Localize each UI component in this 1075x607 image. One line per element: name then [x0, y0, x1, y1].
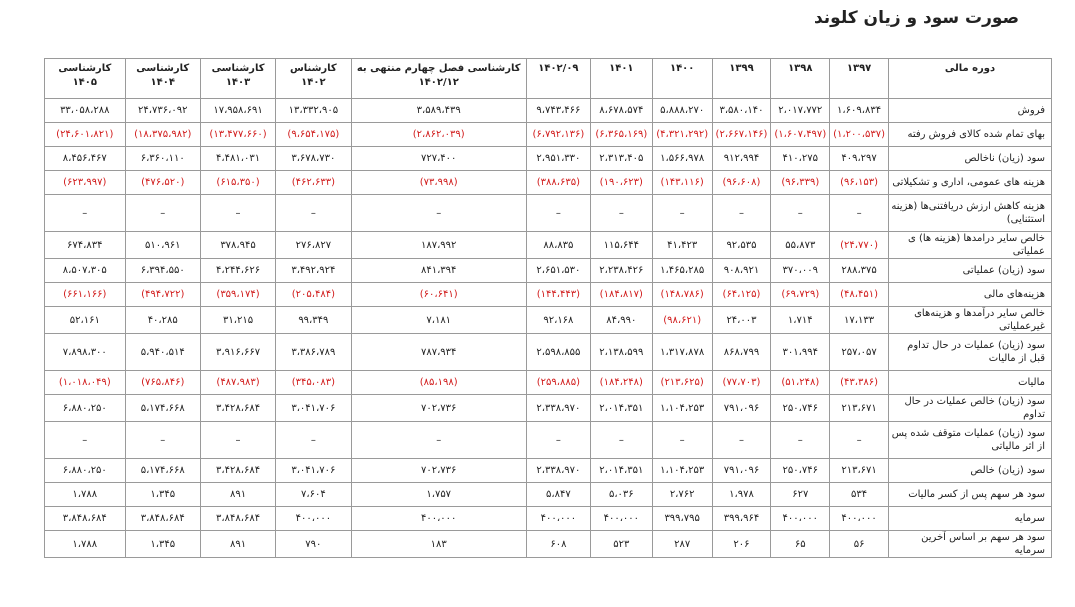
table-cell: ۴۰۹،۲۹۷	[830, 147, 889, 171]
table-cell: –	[830, 195, 889, 232]
table-cell: ۷،۱۸۱	[351, 307, 526, 334]
table-row	[45, 147, 1052, 171]
table-cell: –	[351, 422, 526, 459]
table-cell: (۹۶،۶۰۸)	[712, 171, 771, 195]
table-cell: ۲،۳۳۸،۹۷۰	[526, 459, 590, 483]
table-cell: ۴۰۰،۰۰۰	[830, 507, 889, 531]
table-cell: ۱،۷۸۸	[45, 483, 126, 507]
table-cell: ۴۰۰،۰۰۰	[276, 507, 351, 531]
table-cell: (۲۴،۷۷۰)	[830, 232, 889, 259]
table-cell: ۳۹۹،۷۹۵	[652, 507, 712, 531]
table-row	[45, 531, 1052, 558]
table-cell: ۳،۵۸۹،۴۳۹	[351, 99, 526, 123]
row-label: مالیات	[888, 371, 1051, 395]
table-row	[45, 422, 1052, 459]
table-cell: ۲۴،۷۳۶،۰۹۲	[125, 99, 200, 123]
table-cell: ۴۰۰،۰۰۰	[590, 507, 652, 531]
table-cell: ۱،۷۸۸	[45, 531, 126, 558]
table-cell: ۳،۴۲۸،۶۸۴	[200, 395, 275, 422]
table-cell: –	[526, 195, 590, 232]
table-cell: –	[652, 422, 712, 459]
table-cell: –	[771, 195, 830, 232]
table-cell: ۶،۳۶۰،۱۱۰	[125, 147, 200, 171]
header-line1: کارشناسی	[58, 63, 112, 74]
row-label: خالص سایر درآمدها و هزینه‌های غیرعملیاتی	[888, 307, 1051, 334]
header-line1: کارشناسی	[211, 63, 265, 74]
table-cell: ۱۷،۹۵۸،۶۹۱	[200, 99, 275, 123]
table-cell: ۶،۳۹۴،۵۵۰	[125, 259, 200, 283]
table-cell: –	[200, 422, 275, 459]
table-cell: (۴۷۶،۵۲۰)	[125, 171, 200, 195]
table-cell: (۱۴۸،۷۸۶)	[652, 283, 712, 307]
table-cell: ۲۱۳،۶۷۱	[830, 459, 889, 483]
table-cell: ۸،۴۵۶،۴۶۷	[45, 147, 126, 171]
table-cell: ۳،۹۱۶،۶۶۷	[200, 334, 275, 371]
table-row	[45, 483, 1052, 507]
table-cell: ۴۱،۴۲۳	[652, 232, 712, 259]
table-cell: –	[771, 422, 830, 459]
income-statement-table	[44, 58, 1052, 558]
table-cell: ۹۲،۱۶۸	[526, 307, 590, 334]
table-cell: ۱،۶۰۹،۸۳۴	[830, 99, 889, 123]
header-year	[652, 59, 712, 99]
table-cell: ۷،۸۹۸،۳۰۰	[45, 334, 126, 371]
page-title: صورت سود و زیان کلوند	[813, 8, 1019, 28]
header-line1: کارشناس	[289, 63, 337, 74]
table-cell: ۷،۶۰۴	[276, 483, 351, 507]
table-cell: (۴۹۴،۷۲۲)	[125, 283, 200, 307]
table-cell: ۳۷۰،۰۰۹	[771, 259, 830, 283]
table-cell: ۲،۶۵۱،۵۳۰	[526, 259, 590, 283]
table-cell: ۱۷،۱۳۳	[830, 307, 889, 334]
table-cell: ۶۲۷	[771, 483, 830, 507]
table-row	[45, 99, 1052, 123]
table-cell: ۶۷۴،۸۳۴	[45, 232, 126, 259]
table-cell: ۶۵	[771, 531, 830, 558]
table-cell: ۲،۳۱۳،۴۰۵	[590, 147, 652, 171]
table-cell: ۸۸،۸۳۵	[526, 232, 590, 259]
header-line2: ۱۴۰۲	[301, 77, 326, 88]
table-cell: (۹۶،۳۳۹)	[771, 171, 830, 195]
table-cell: ۶،۸۸۰،۲۵۰	[45, 459, 126, 483]
table-cell: ۵۳۴	[830, 483, 889, 507]
table-cell: ۱،۴۶۵،۲۸۵	[652, 259, 712, 283]
header-year	[45, 59, 126, 99]
table-cell: ۲،۲۳۸،۴۲۶	[590, 259, 652, 283]
table-cell: (۷۶۵،۸۴۶)	[125, 371, 200, 395]
table-cell: (۲۴،۶۰۱،۸۲۱)	[45, 123, 126, 147]
table-cell: –	[652, 195, 712, 232]
table-row	[45, 259, 1052, 283]
header-line2: ۱۴۰۲/۱۲	[418, 77, 459, 88]
table-cell: (۶،۳۶۵،۱۶۹)	[590, 123, 652, 147]
table-cell: ۷۰۲،۷۳۶	[351, 459, 526, 483]
table-cell: ۳،۳۸۶،۷۸۹	[276, 334, 351, 371]
table-cell: –	[351, 195, 526, 232]
table-cell: ۲۴،۰۰۳	[712, 307, 771, 334]
table-cell: (۳۸۸،۶۳۵)	[526, 171, 590, 195]
table-cell: (۱۸۴،۸۱۷)	[590, 283, 652, 307]
table-cell: (۷۷،۷۰۳)	[712, 371, 771, 395]
row-label: سود (زیان) ناخالص	[888, 147, 1051, 171]
table-row	[45, 232, 1052, 259]
table-cell: ۱،۳۴۵	[125, 483, 200, 507]
table-row	[45, 123, 1052, 147]
row-label: هزینه کاهش ارزش دریافتنی‌ها (هزینه استثنایی)	[888, 195, 1051, 232]
table-cell: ۶،۸۸۰،۲۵۰	[45, 395, 126, 422]
table-cell: ۴،۴۸۱،۰۳۱	[200, 147, 275, 171]
table-cell: ۷۹۱،۰۹۶	[712, 459, 771, 483]
table-cell: –	[830, 422, 889, 459]
table-cell: (۱،۰۱۸،۰۴۹)	[45, 371, 126, 395]
table-cell: ۲۸۸،۳۷۵	[830, 259, 889, 283]
table-cell: ۱،۳۴۵	[125, 531, 200, 558]
table-cell: ۱،۷۱۴	[771, 307, 830, 334]
table-cell: ۲،۰۱۴،۳۵۱	[590, 459, 652, 483]
table-row	[45, 307, 1052, 334]
table-cell: –	[125, 422, 200, 459]
row-label: فروش	[888, 99, 1051, 123]
table-cell: (۴۳،۳۸۶)	[830, 371, 889, 395]
header-year	[276, 59, 351, 99]
table-cell: (۱۸۴،۲۴۸)	[590, 371, 652, 395]
table-row	[45, 171, 1052, 195]
table-cell: ۴۰۰،۰۰۰	[771, 507, 830, 531]
table-cell: ۷۹۰	[276, 531, 351, 558]
table-cell: ۱۳،۳۳۲،۹۰۵	[276, 99, 351, 123]
table-cell: ۸۴۱،۳۹۴	[351, 259, 526, 283]
header-line1: ۱۳۹۷	[846, 63, 872, 74]
row-label: بهای تمام شده کالای فروش رفته	[888, 123, 1051, 147]
table-cell: ۸۹۱	[200, 483, 275, 507]
table-cell: ۳،۴۹۲،۹۲۴	[276, 259, 351, 283]
table-cell: (۶۶۱،۱۶۶)	[45, 283, 126, 307]
table-cell: (۱۹۰،۶۲۳)	[590, 171, 652, 195]
row-label: هزینه‌های مالی	[888, 283, 1051, 307]
table-cell: ۷۹۱،۰۹۶	[712, 395, 771, 422]
header-year	[590, 59, 652, 99]
header-line1: ۱۴۰۱	[609, 63, 634, 74]
table-cell: ۳،۸۴۸،۶۸۴	[125, 507, 200, 531]
table-cell: ۵،۸۴۷	[526, 483, 590, 507]
table-cell: ۱،۳۱۷،۸۷۸	[652, 334, 712, 371]
table-cell: –	[276, 422, 351, 459]
table-cell: ۲۸۷	[652, 531, 712, 558]
table-cell: –	[590, 195, 652, 232]
table-cell: (۱۴۳،۱۱۶)	[652, 171, 712, 195]
table-cell: ۳،۰۴۱،۷۰۶	[276, 395, 351, 422]
table-cell: (۵۱،۲۴۸)	[771, 371, 830, 395]
table-cell: ۵۲،۱۶۱	[45, 307, 126, 334]
table-cell: ۲۱۳،۶۷۱	[830, 395, 889, 422]
table-cell: ۳۳،۰۵۸،۲۸۸	[45, 99, 126, 123]
header-line2: ۱۴۰۴	[150, 77, 175, 88]
table-cell: ۵۲۳	[590, 531, 652, 558]
table-cell: ۴۱۰،۲۷۵	[771, 147, 830, 171]
table-cell: ۷۲۷،۴۰۰	[351, 147, 526, 171]
table-cell: ۸۶۸،۷۹۹	[712, 334, 771, 371]
table-cell: –	[712, 195, 771, 232]
table-cell: –	[125, 195, 200, 232]
table-cell: ۵،۱۷۴،۶۶۸	[125, 395, 200, 422]
table-cell: ۱،۱۰۴،۲۵۳	[652, 459, 712, 483]
table-cell: ۴۰۰،۰۰۰	[351, 507, 526, 531]
header-year	[830, 59, 889, 99]
header-year	[526, 59, 590, 99]
table-cell: ۴۰،۲۸۵	[125, 307, 200, 334]
table-cell: ۵۶	[830, 531, 889, 558]
table-cell: ۳۷۸،۹۴۵	[200, 232, 275, 259]
table-cell: ۵،۸۸۸،۲۷۰	[652, 99, 712, 123]
table-cell: (۶۹،۷۲۹)	[771, 283, 830, 307]
table-cell: ۲،۵۹۸،۸۵۵	[526, 334, 590, 371]
table-cell: (۸۵،۱۹۸)	[351, 371, 526, 395]
table-cell: (۶۰،۶۴۱)	[351, 283, 526, 307]
table-cell: (۴۸۷،۹۸۳)	[200, 371, 275, 395]
table-cell: ۷۰۲،۷۳۶	[351, 395, 526, 422]
table-cell: ۸۴،۹۹۰	[590, 307, 652, 334]
table-cell: ۳،۴۲۸،۶۸۴	[200, 459, 275, 483]
row-label: سود (زیان) خالص	[888, 459, 1051, 483]
table-row	[45, 459, 1052, 483]
table-cell: ۵،۰۳۶	[590, 483, 652, 507]
table-cell: ۲،۳۳۸،۹۷۰	[526, 395, 590, 422]
header-year	[125, 59, 200, 99]
table-cell: (۹،۶۵۴،۱۷۵)	[276, 123, 351, 147]
header-year	[771, 59, 830, 99]
row-label: خالص سایر درامدها (هزینه ها) ی عملیاتی	[888, 232, 1051, 259]
table-cell: (۱۳،۴۷۷،۶۶۰)	[200, 123, 275, 147]
table-cell: ۹۰۸،۹۲۱	[712, 259, 771, 283]
header-line1: دوره مالی	[944, 63, 996, 74]
row-label: سود (زیان) عملیاتی	[888, 259, 1051, 283]
table-cell: ۳۹۹،۹۶۴	[712, 507, 771, 531]
table-cell: (۱،۲۰۰،۵۳۷)	[830, 123, 889, 147]
table-cell: ۲۷۶،۸۲۷	[276, 232, 351, 259]
table-cell: ۱،۵۶۶،۹۷۸	[652, 147, 712, 171]
row-label: سود (زیان) خالص عملیات در حال تداوم	[888, 395, 1051, 422]
table-cell: ۲،۰۱۷،۷۷۲	[771, 99, 830, 123]
table-cell: ۲۰۶	[712, 531, 771, 558]
table-cell: ۱،۹۷۸	[712, 483, 771, 507]
table-cell: (۲۵۹،۸۸۵)	[526, 371, 590, 395]
table-cell: ۹۱۲،۹۹۴	[712, 147, 771, 171]
table-row	[45, 395, 1052, 422]
table-cell: (۱۴۴،۴۴۳)	[526, 283, 590, 307]
table-cell: (۳۵۹،۱۷۴)	[200, 283, 275, 307]
table-cell: –	[712, 422, 771, 459]
table-row	[45, 195, 1052, 232]
table-cell: (۲۰۵،۴۸۴)	[276, 283, 351, 307]
table-cell: ۳،۶۷۸،۷۳۰	[276, 147, 351, 171]
table-cell: (۷۳،۹۹۸)	[351, 171, 526, 195]
table-cell: –	[526, 422, 590, 459]
table-cell: (۶۲۳،۹۹۷)	[45, 171, 126, 195]
table-cell: ۱۸۷،۹۹۲	[351, 232, 526, 259]
table-cell: (۹۶،۱۵۳)	[830, 171, 889, 195]
table-cell: ۸،۶۷۸،۵۷۴	[590, 99, 652, 123]
header-year	[712, 59, 771, 99]
table-cell: (۶۱۵،۳۵۰)	[200, 171, 275, 195]
table-cell: ۳۰۱،۹۹۴	[771, 334, 830, 371]
table-cell: ۹،۷۴۳،۴۶۶	[526, 99, 590, 123]
table-cell: ۲۵۷،۰۵۷	[830, 334, 889, 371]
table-cell: ۲،۹۵۱،۳۳۰	[526, 147, 590, 171]
header-line1: ۱۳۹۹	[729, 63, 754, 74]
table-cell: (۶۴،۱۲۵)	[712, 283, 771, 307]
table-cell: ۶۰۸	[526, 531, 590, 558]
table-cell: ۳،۸۴۸،۶۸۴	[45, 507, 126, 531]
header-year	[200, 59, 275, 99]
table-cell: ۲۵۰،۷۴۶	[771, 459, 830, 483]
table-row	[45, 283, 1052, 307]
table-cell: (۲۱۳،۶۲۵)	[652, 371, 712, 395]
table-cell: –	[45, 422, 126, 459]
header-line2: ۱۴۰۵	[72, 77, 97, 88]
table-cell: ۲،۰۱۴،۳۵۱	[590, 395, 652, 422]
table-cell: ۹۲،۵۳۵	[712, 232, 771, 259]
table-cell: (۲،۸۶۲،۰۳۹)	[351, 123, 526, 147]
header-line1: کارشناسی	[136, 63, 190, 74]
table-row	[45, 371, 1052, 395]
table-row	[45, 507, 1052, 531]
table-cell: –	[276, 195, 351, 232]
table-cell: –	[200, 195, 275, 232]
table-cell: (۴،۳۲۱،۲۹۲)	[652, 123, 712, 147]
table-cell: ۳،۰۴۱،۷۰۶	[276, 459, 351, 483]
table-cell: ۱،۱۰۴،۲۵۳	[652, 395, 712, 422]
table-cell: ۱۸۳	[351, 531, 526, 558]
header-line1: ۱۴۰۲/۰۹	[538, 63, 579, 74]
table-cell: (۱،۶۰۷،۴۹۷)	[771, 123, 830, 147]
row-label: سود هر سهم بر اساس آخرین سرمایه	[888, 531, 1051, 558]
table-cell: ۵،۱۷۴،۶۶۸	[125, 459, 200, 483]
table-cell: –	[45, 195, 126, 232]
header-line1: ۱۴۰۰	[669, 63, 695, 74]
table-cell: ۱۱۵،۶۴۴	[590, 232, 652, 259]
table-cell: ۲۵۰،۷۴۶	[771, 395, 830, 422]
header-row	[45, 59, 1052, 99]
row-label: سود (زیان) عملیات متوقف شده پس از اثر مالیاتی	[888, 422, 1051, 459]
table-cell: ۵،۹۴۰،۵۱۴	[125, 334, 200, 371]
table-cell: (۳۴۵،۰۸۳)	[276, 371, 351, 395]
header-year	[351, 59, 526, 99]
table-cell: (۴۸،۴۵۱)	[830, 283, 889, 307]
table-cell: ۲،۱۳۸،۵۹۹	[590, 334, 652, 371]
table-cell: ۲،۷۶۲	[652, 483, 712, 507]
header-line2: ۱۴۰۳	[225, 77, 251, 88]
table-cell: (۲،۶۶۷،۱۴۶)	[712, 123, 771, 147]
header-line1: کارشناسی فصل چهارم منتهی به	[356, 63, 521, 74]
table-cell: ۵۵،۸۷۳	[771, 232, 830, 259]
table-cell: ۳۱،۲۱۵	[200, 307, 275, 334]
row-label: سود (زیان) عملیات در حال تداوم قبل از مالیات	[888, 334, 1051, 371]
table-cell: ۹۹،۳۴۹	[276, 307, 351, 334]
table-cell: ۱،۷۵۷	[351, 483, 526, 507]
table-cell: ۵۱۰،۹۶۱	[125, 232, 200, 259]
table-cell: ۴،۲۴۴،۶۲۶	[200, 259, 275, 283]
table-cell: –	[590, 422, 652, 459]
table-cell: ۸،۵۰۷،۳۰۵	[45, 259, 126, 283]
table-cell: (۱۸،۳۷۵،۹۸۲)	[125, 123, 200, 147]
row-label: سرمایه	[888, 507, 1051, 531]
table-cell: ۸۹۱	[200, 531, 275, 558]
row-label: سود هر سهم پس از کسر مالیات	[888, 483, 1051, 507]
table-cell: (۶،۷۹۲،۱۳۶)	[526, 123, 590, 147]
table-cell: ۳،۸۴۸،۶۸۴	[200, 507, 275, 531]
table-cell: ۴۰۰،۰۰۰	[526, 507, 590, 531]
table-cell: (۹۸،۶۲۱)	[652, 307, 712, 334]
header-line1: ۱۳۹۸	[788, 63, 813, 74]
table-cell: ۷۸۷،۹۳۴	[351, 334, 526, 371]
table-row	[45, 334, 1052, 371]
header-period	[888, 59, 1051, 99]
table-cell: ۳،۵۸۰،۱۴۰	[712, 99, 771, 123]
row-label: هزینه های عمومی، اداری و تشکیلاتی	[888, 171, 1051, 195]
table-cell: (۴۶۲،۶۳۳)	[276, 171, 351, 195]
